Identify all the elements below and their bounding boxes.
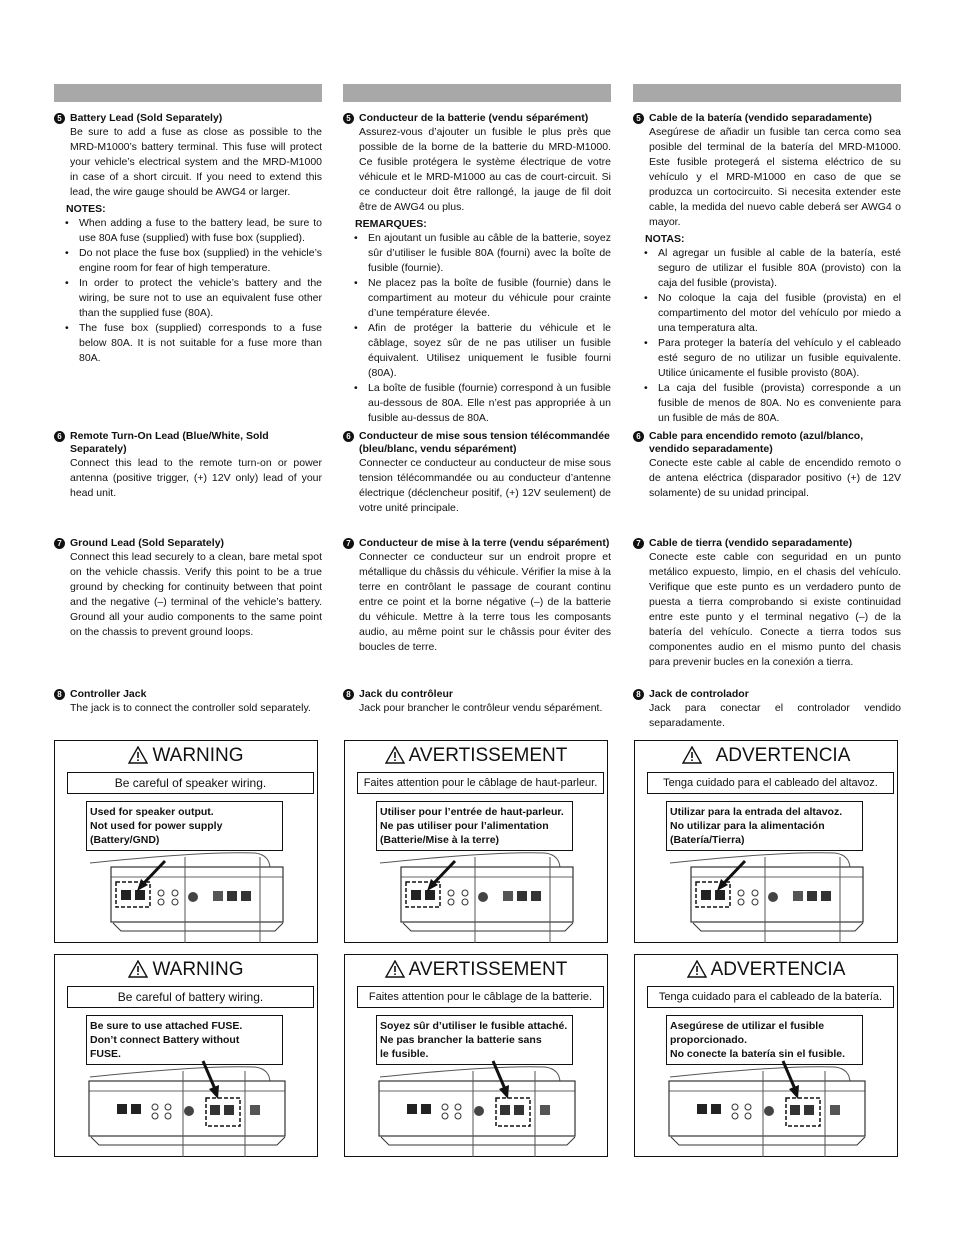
item-controller-jack xyxy=(633,688,901,731)
item-number-badge: 5 xyxy=(633,113,644,124)
item-title: 5 Cable de la batería (vendido separadamente) xyxy=(633,112,901,125)
amplifier-diagram xyxy=(345,1053,609,1157)
note-item: • Do not place the fuse box (supplied) in the vehicle’s engine room for fear of high temperature. xyxy=(54,246,322,276)
warning-heading: ADVERTENCIA xyxy=(635,957,897,983)
warning-triangle-icon xyxy=(128,960,148,978)
note-item: • In order to protect the vehicle’s battery and the wiring, be sure not to use an equivalent fuse other than the supplied fuse (80A). xyxy=(54,276,322,321)
warning-triangle-icon xyxy=(687,960,707,978)
item-controller-jack xyxy=(54,688,322,716)
item-battery-lead xyxy=(54,112,322,366)
notes-list xyxy=(343,231,611,426)
amplifier-diagram xyxy=(55,1053,319,1157)
notes-heading: NOTAS: xyxy=(645,233,685,245)
notes-heading: REMARQUES: xyxy=(355,218,427,230)
warning-box-speaker xyxy=(54,740,318,943)
warning-note: Asegúrese de utilizar el fusible proporcionado. No conecte la batería sin el fusible. xyxy=(666,1015,863,1065)
note-item: • Afin de protéger la batterie du véhicule et le câblage, soyez sûr de ne pas utiliser un fusible équivalent. Utilisez uniquement le fusible fourni (80A). xyxy=(343,321,611,381)
column-english xyxy=(54,84,322,714)
item-number-badge: 5 xyxy=(343,113,354,124)
warning-box-battery-fr xyxy=(344,954,608,1157)
column-spanish xyxy=(633,84,901,729)
note-item: • La boîte de fusible (fournie) correspond à un fusible au-dessous de 80A. Elle n’est pas appropriée à un fusible au-dessus de 80A. xyxy=(343,381,611,426)
warning-triangle-icon xyxy=(385,746,405,764)
item-body: Be sure to add a fuse as close as possible to the MRD-M1000’s battery terminal. This fuse will protect your vehicle’s electrical system and the MRD-M1000 in case of a short circuit. If you need to extend this lead, the wire gauge should be AWG4 or larger. xyxy=(70,126,322,198)
item-title: 6 Remote Turn-On Lead (Blue/White, Sold Separately) xyxy=(54,430,322,456)
warning-triangle-icon xyxy=(128,746,148,764)
warning-heading: AVERTISSEMENT xyxy=(345,957,607,983)
warning-triangle-icon xyxy=(385,960,405,978)
warning-subtitle: Faites attention pour le câblage de la batterie. xyxy=(357,986,604,1008)
item-title: 8 Jack de controlador xyxy=(633,688,901,701)
notes-list xyxy=(633,246,901,426)
item-title: 8 Controller Jack xyxy=(54,688,322,701)
item-title: 6 Cable para encendido remoto (azul/blanco, vendido separadamente) xyxy=(633,430,901,456)
item-body: Connecter ce conducteur au conducteur de mise sous tension télécommandée ou au conducteur d’antenne électrique (déclencheur positif, (+) 12V seulement) de votre unité principale. xyxy=(359,457,611,514)
warning-heading: ADVERTENCIA xyxy=(635,743,897,769)
notes-heading: NOTES: xyxy=(66,203,106,215)
item-battery-lead xyxy=(343,112,611,426)
item-body: Assurez-vous d’ajouter un fusible le plus près que possible de la borne de la batterie du MRD-M1000. Ce fusible protégera le système électrique de votre véhicule et le MRD-M1000 au cas de court-circuit. Si ce conducteur doit être rallongé, la jauge de fil doit être de AWG4 ou plus. xyxy=(359,126,611,213)
item-body: Jack para conectar el controlador vendido separadamente. xyxy=(649,702,901,729)
note-item: • No coloque la caja del fusible (provista) en el compartimento del motor del vehículo por miedo a una temperatura alta. xyxy=(633,291,901,336)
note-item: • Para proteger la batería del vehículo y el cableado esté seguro de no utilizar un fusible equivalente. Utilice únicamente el fusible provisto (80A). xyxy=(633,336,901,381)
note-item: • En ajoutant un fusible au câble de la batterie, soyez sûr d’utiliser le fusible 80A (fourni) avec la boîte de fusible (fournie). xyxy=(343,231,611,276)
warning-note: Used for speaker output. Not used for power supply (Battery/GND) xyxy=(86,801,283,851)
item-body: The jack is to connect the controller sold separately. xyxy=(70,702,311,714)
amplifier-diagram xyxy=(635,1053,899,1157)
item-title: 8 Jack du contrôleur xyxy=(343,688,611,701)
item-body: Conecte este cable al cable de encendido remoto o de antena eléctrica (disparador positivo (+) de 12V solamente) de su unidad principal. xyxy=(649,457,901,499)
item-body: Conecte este cable con seguridad en un punto metálico expuesto, limpio, en el chasis del vehículo. Verifique que este punto es un verdadero punto de puesta a tierra comprobando si existe continuidad entre este punto y el terminal negativo (–) de la batería del vehículo. Conecte a tierra todos sus componentes audio en el mismo punto del chasis para prevenir bucles en la conexión a tierra. xyxy=(649,551,901,668)
warning-heading: WARNING xyxy=(55,743,317,769)
item-remote-lead xyxy=(54,430,322,501)
warning-subtitle: Be careful of speaker wiring. xyxy=(67,772,314,794)
item-body: Asegúrese de añadir un fusible tan cerca como sea posible del terminal de la batería del MRD-M1000. Este fusible protegerá el sistema eléctrico de su vehículo y el MRD-M1000 en caso de que se produzca un cortocircuito. Si necesita extender este cable, la medida del nuevo cable deberá ser AWG4 o mayor. xyxy=(649,126,901,228)
note-item: • Ne placez pas la boîte de fusible (fournie) dans le compartiment au moteur du véhicule pour crainte d’une température élevée. xyxy=(343,276,611,321)
amplifier-diagram xyxy=(55,839,319,943)
amplifier-diagram xyxy=(635,839,899,943)
item-title: 7 Cable de tierra (vendido separadamente) xyxy=(633,537,901,550)
column-header-bar xyxy=(343,84,611,102)
item-title: 7 Ground Lead (Sold Separately) xyxy=(54,537,322,550)
item-title: 7 Conducteur de mise à la terre (vendu séparément) xyxy=(343,537,611,550)
item-remote-lead xyxy=(633,430,901,501)
warning-box-speaker-es xyxy=(634,740,898,943)
warning-box-battery-es xyxy=(634,954,898,1157)
warning-heading: WARNING xyxy=(55,957,317,983)
item-body: Connect this lead to the remote turn-on or power antenna (positive trigger, (+) 12V only) lead of your head unit. xyxy=(70,457,322,499)
item-number-badge: 7 xyxy=(343,538,354,549)
warning-subtitle: Faites attention pour le câblage de haut-parleur. xyxy=(357,772,604,794)
amplifier-diagram xyxy=(345,839,609,943)
item-body: Connect this lead securely to a clean, bare metal spot on the vehicle chassis. Verify this point to be a true ground by checking for continuity between that point and the negative (–) terminal of the vehicle’s battery. Ground all your audio components to the same point on the chassis to prevent ground loops. xyxy=(70,551,322,638)
item-number-badge: 8 xyxy=(633,689,644,700)
item-title: 5 Battery Lead (Sold Separately) xyxy=(54,112,322,125)
column-french xyxy=(343,84,611,714)
warning-subtitle: Tenga cuidado para el cableado de la batería. xyxy=(647,986,894,1008)
note-item: • La caja del fusible (provista) corresponde a un fusible de menos de 80A. No es conveniente para un fusible de más de 80A. xyxy=(633,381,901,426)
warning-heading: AVERTISSEMENT xyxy=(345,743,607,769)
item-number-badge: 7 xyxy=(54,538,65,549)
item-ground-lead xyxy=(54,537,322,640)
item-remote-lead xyxy=(343,430,611,516)
item-ground-lead xyxy=(633,537,901,670)
note-item: • Al agregar un fusible al cable de la batería, esté seguro de utilizar el fusible 80A (provisto) con la caja del fusible (provista). xyxy=(633,246,901,291)
item-number-badge: 8 xyxy=(343,689,354,700)
warning-note: Utiliser pour l’entrée de haut-parleur. Ne pas utiliser pour l’alimentation (Batterie/Mise à la terre) xyxy=(376,801,573,851)
item-controller-jack xyxy=(343,688,611,716)
column-header-bar xyxy=(54,84,322,102)
item-number-badge: 6 xyxy=(54,431,65,442)
column-header-bar xyxy=(633,84,901,102)
item-number-badge: 6 xyxy=(633,431,644,442)
warning-subtitle: Tenga cuidado para el cableado del altavoz. xyxy=(647,772,894,794)
warning-note: Be sure to use attached FUSE. Don’t connect Battery without FUSE. xyxy=(86,1015,283,1065)
warning-note: Utilizar para la entrada del altavoz. No utilizar para la alimentación (Batería/Tierra) xyxy=(666,801,863,851)
item-body: Jack pour brancher le contrôleur vendu séparément. xyxy=(359,702,603,714)
item-title: 6 Conducteur de mise sous tension télécommandée (bleu/blanc, vendu séparément) xyxy=(343,430,611,456)
warning-box-speaker-fr xyxy=(344,740,608,943)
warning-box-battery xyxy=(54,954,318,1157)
item-battery-lead xyxy=(633,112,901,426)
item-number-badge: 5 xyxy=(54,113,65,124)
item-title: 5 Conducteur de la batterie (vendu séparément) xyxy=(343,112,611,125)
warning-triangle-icon xyxy=(682,746,702,764)
item-number-badge: 7 xyxy=(633,538,644,549)
item-ground-lead xyxy=(343,537,611,655)
item-body: Connecter ce conducteur sur un endroit propre et métallique du châssis du véhicule. Vérifier la mise à la terre en contrôlant le passage de courant continu entre ce point et la borne négative (–) de la batterie du véhicule. Mettre à la terre tous les composants audio, au même point sur le châssis pour éviter des boucles de terre. xyxy=(359,551,611,653)
warning-subtitle: Be careful of battery wiring. xyxy=(67,986,314,1008)
note-item: • The fuse box (supplied) corresponds to a fuse below 80A. It is not suitable for a fuse more than 80A. xyxy=(54,321,322,366)
notes-list xyxy=(54,216,322,366)
item-number-badge: 6 xyxy=(343,431,354,442)
item-number-badge: 8 xyxy=(54,689,65,700)
note-item: • When adding a fuse to the battery lead, be sure to use 80A fuse (supplied) with fuse box (supplied). xyxy=(54,216,322,246)
warning-note: Soyez sûr d’utiliser le fusible attaché. Ne pas brancher la batterie sans le fusible. xyxy=(376,1015,573,1065)
